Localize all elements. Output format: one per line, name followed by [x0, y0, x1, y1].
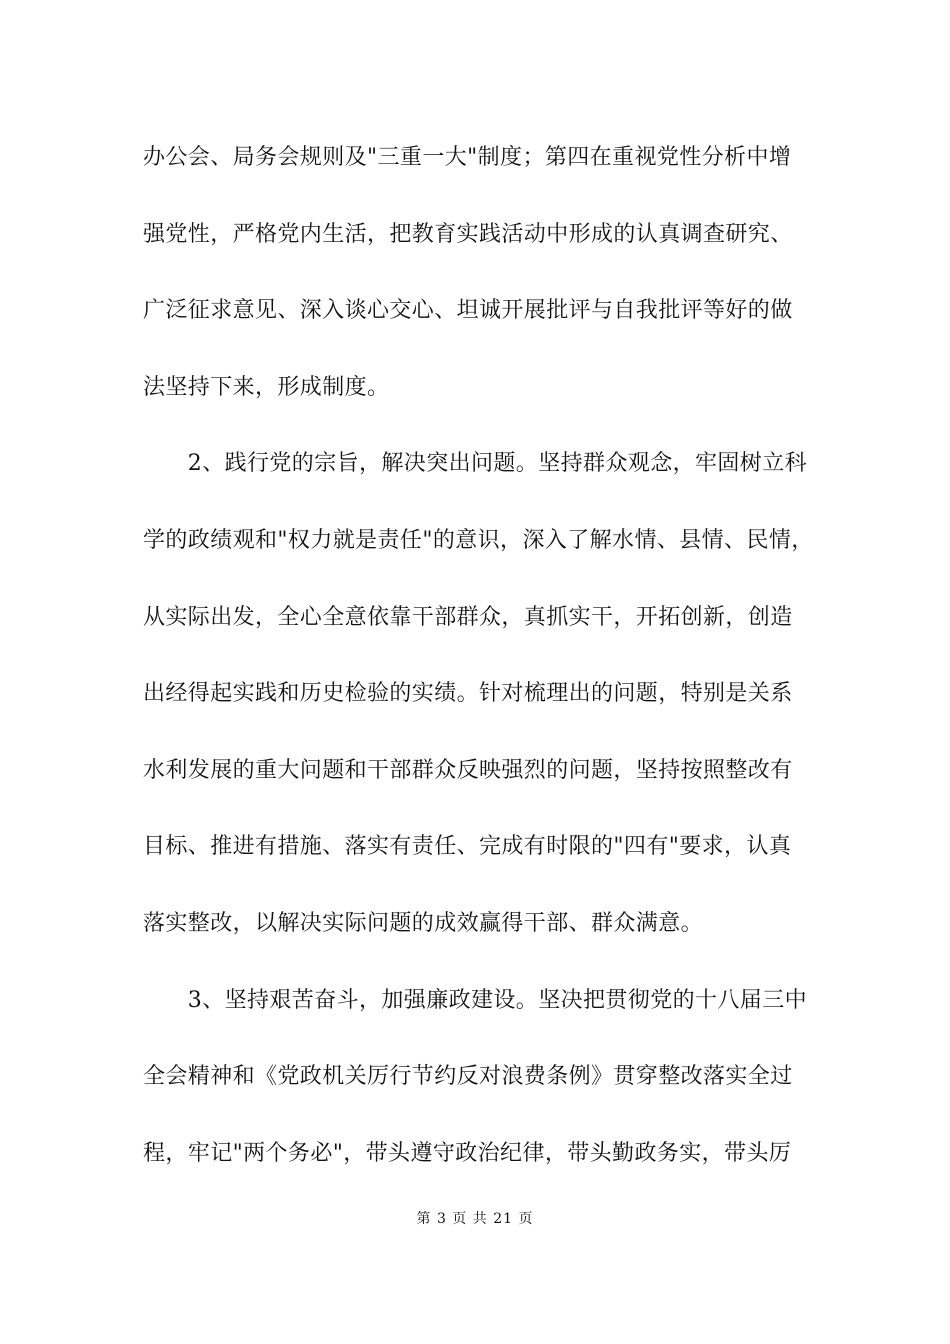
text-line: 水利发展的重大问题和干部群众反映强烈的问题，坚持按照整改有: [143, 757, 793, 783]
text-line: 办公会、局务会规则及"三重一大"制度；第四在重视党性分析中增: [143, 145, 792, 170]
text-line: 3、坚持艰苦奋斗，加强廉政建设。坚决把贯彻党的十八届三中: [143, 987, 807, 1013]
page-number-label: 第 3 页 共 21 页: [416, 1211, 534, 1227]
text-line: 从实际出发，全心全意依靠干部群众，真抓实干，开拓创新，创造: [143, 604, 793, 630]
document-body: [143, 136, 823, 1208]
page-footer: [0, 1208, 950, 1228]
text-line: 法坚持下来，形成制度。: [143, 374, 390, 400]
text-line: 全会精神和《党政机关厉行节约反对浪费条例》贯穿整改落实全过: [143, 1064, 793, 1090]
text-line: 落实整改，以解决实际问题的成效赢得干部、群众满意。: [143, 910, 704, 936]
text-line: 出经得起实践和历史检验的实绩。针对梳理出的问题，特别是关系: [143, 681, 793, 707]
text-line: 强党性，严格党内生活，把教育实践活动中形成的认真调查研究、: [143, 221, 793, 247]
text-line: 2、践行党的宗旨，解决突出问题。坚持群众观念，牢固树立科: [143, 451, 807, 477]
text-line: 程，牢记"两个务必"，带头遵守政治纪律，带头勤政务实，带头厉: [143, 1140, 792, 1166]
text-line: 学的政绩观和"权力就是责任"的意识，深入了解水情、县情、民情，: [143, 527, 814, 553]
text-line: 广泛征求意见、深入谈心交心、坦诚开展批评与自我批评等好的做: [143, 298, 793, 324]
text-line: 目标、推进有措施、落实有责任、完成有时限的"四有"要求，认真: [143, 834, 792, 860]
